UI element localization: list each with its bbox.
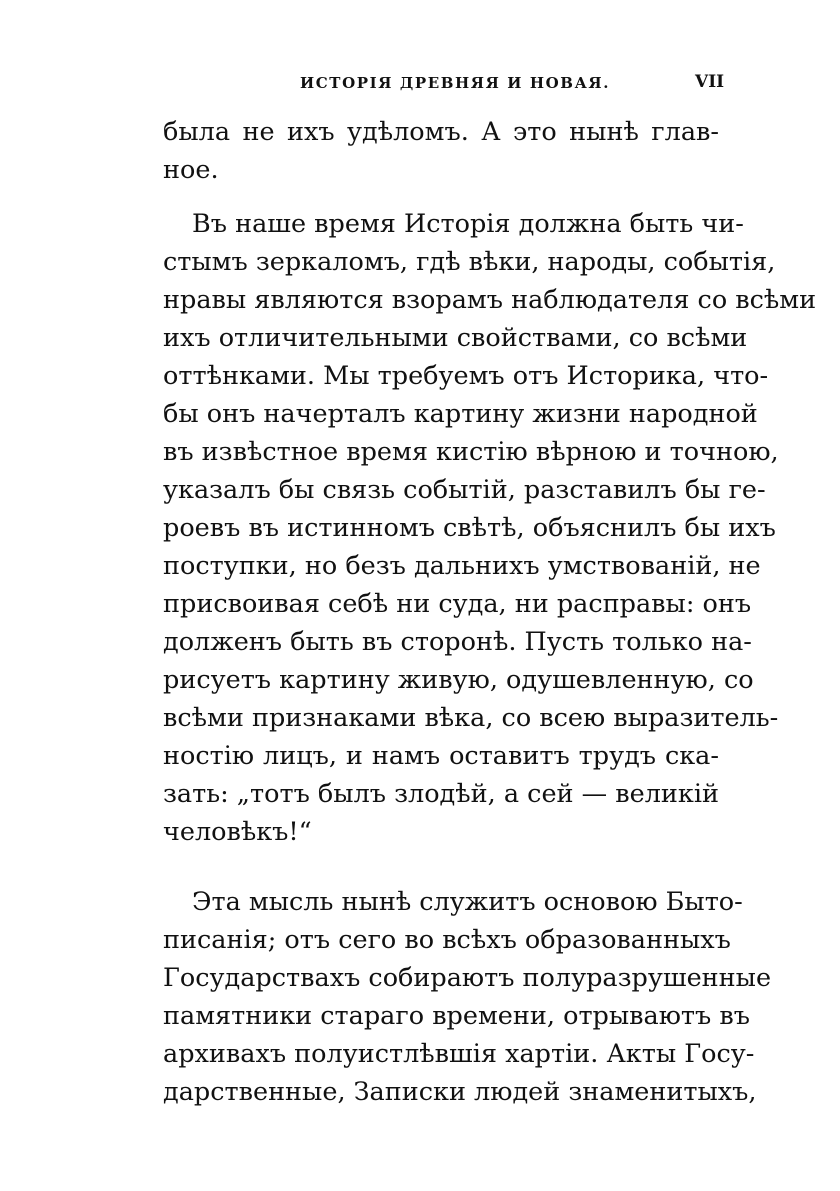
text-line: ное. — [163, 155, 219, 185]
text-line: указалъ бы связь событій, разставилъ бы ге- — [163, 475, 766, 505]
text-line: человѣкъ!“ — [163, 817, 312, 847]
text-line: всѣми признаками вѣка, со всею выразитель- — [163, 703, 779, 733]
text-line: ностію лицъ, и намъ оставитъ трудъ ска- — [163, 741, 719, 771]
text-line: дарственные, Записки людей знаменитыхъ, — [163, 1077, 757, 1107]
text-line: нравы являются взорамъ наблюдателя со всѣми — [163, 285, 817, 315]
text-line: памятники стараго времени, отрываютъ въ — [163, 1001, 750, 1031]
text-line: оттѣнками. Мы требуемъ отъ Историка, что- — [163, 361, 769, 391]
text-line: бы онъ начерталъ картину жизни народной — [163, 399, 758, 429]
text-line: поступки, но безъ дальнихъ умствованій, не — [163, 551, 761, 581]
paragraph-first-line: Въ наше время Исторія должна быть чи- — [192, 209, 744, 239]
text-line: архивахъ полуистлѣвшія хартіи. Акты Госу- — [163, 1039, 755, 1069]
text-line: была не ихъ удѣломъ. А это нынѣ глав- — [163, 117, 719, 147]
text-line: въ извѣстное время кистію вѣрною и точною, — [163, 437, 779, 467]
text-line: стымъ зеркаломъ, гдѣ вѣки, народы, событія, — [163, 247, 776, 277]
running-head: ИСТОРІЯ ДРЕВНЯЯ И НОВАЯ. — [300, 74, 611, 92]
text-line: рисуетъ картину живую, одушевленную, со — [163, 665, 754, 695]
text-line: присвоивая себѣ ни суда, ни расправы: онъ — [163, 589, 752, 619]
text-line: роевъ въ истинномъ свѣтѣ, объяснилъ бы ихъ — [163, 513, 776, 543]
text-line: зать: „тотъ былъ злодѣй, а сей — великій — [163, 779, 719, 809]
text-line: ихъ отличительными свойствами, со всѣми — [163, 323, 748, 353]
text-line: долженъ быть въ сторонѣ. Пусть только на- — [163, 627, 752, 657]
text-line: писанія; отъ сего во всѣхъ образованныхъ — [163, 925, 731, 955]
paragraph-first-line: Эта мысль нынѣ служитъ основою Быто- — [192, 887, 743, 917]
page-number: VII — [695, 72, 725, 92]
text-line: Государствахъ собираютъ полуразрушенные — [163, 963, 772, 993]
